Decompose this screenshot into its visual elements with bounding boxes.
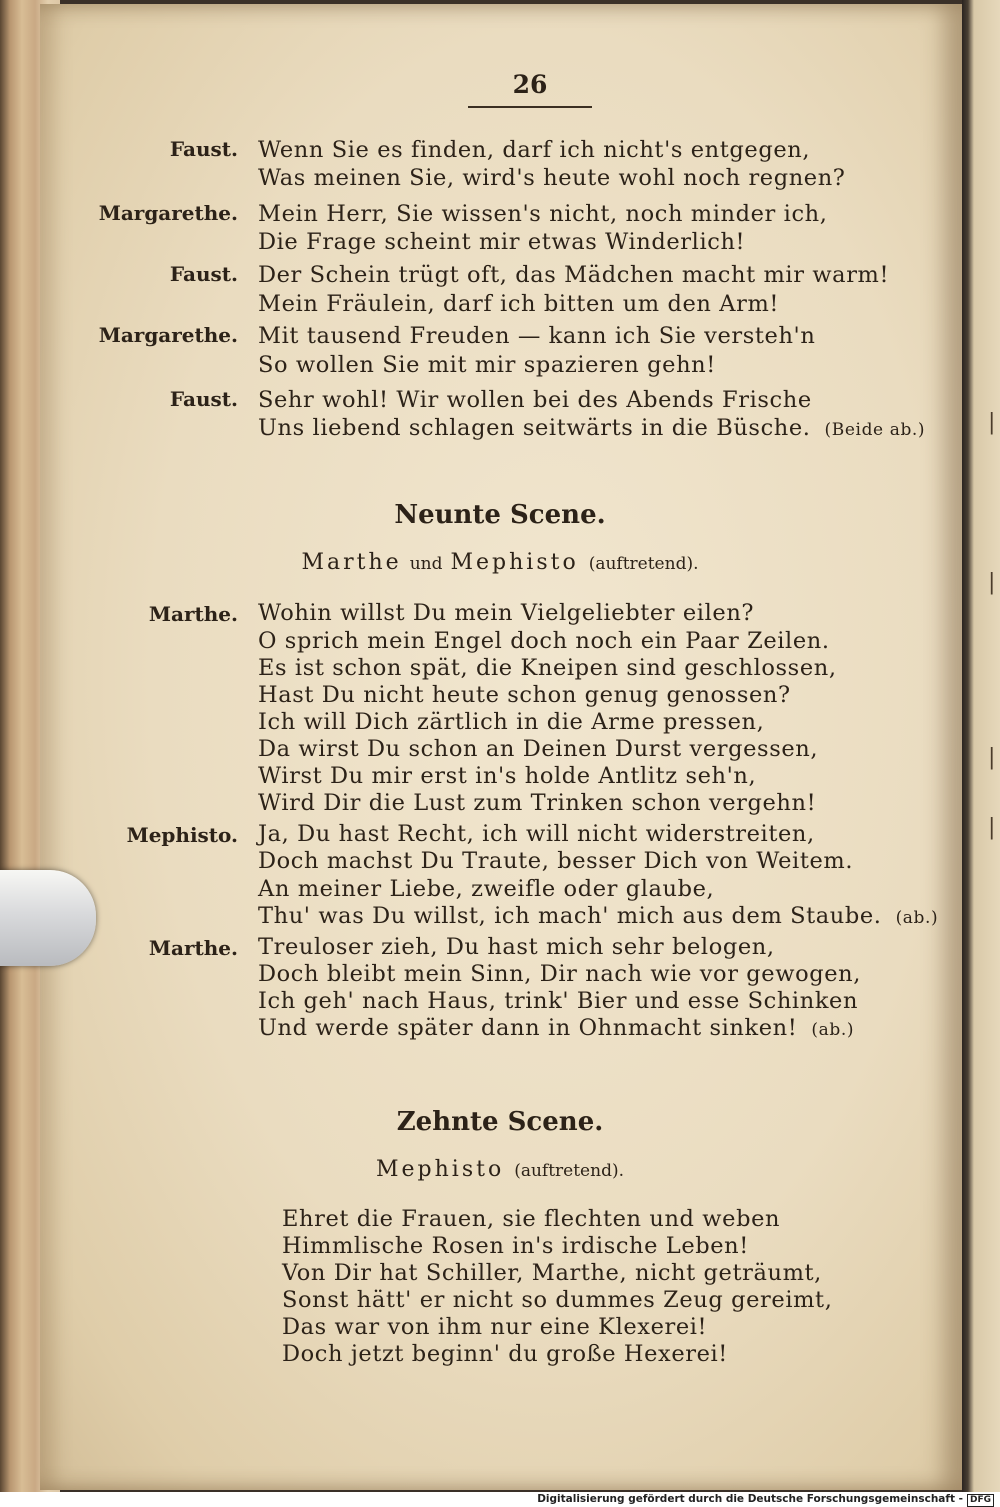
verse-line: Wird Dir die Lust zum Trinken schon vergehn!: [258, 790, 817, 816]
verse-line: So wollen Sie mit mir spazieren gehn!: [258, 352, 716, 378]
verse-line: Mit tausend Freuden — kann ich Sie versteh'n: [258, 323, 816, 349]
cast-name: Mephisto: [375, 1157, 505, 1182]
facing-page-edge: [962, 0, 1000, 1492]
verse-line: Doch bleibt mein Sinn, Dir nach wie vor gewogen,: [258, 961, 861, 987]
verse-text: Und werde später dann in Ohnmacht sinken!: [258, 1015, 798, 1041]
facing-page-glyph: |: [988, 815, 996, 840]
dfg-logo: DFG: [967, 1494, 994, 1507]
verse-line: Sehr wohl! Wir wollen bei des Abends Frische: [258, 387, 812, 413]
stage-direction: (ab.): [811, 1020, 855, 1040]
verse-line: Hast Du nicht heute schon genug genossen?: [258, 682, 791, 708]
speaker-label: Marthe.: [148, 602, 238, 626]
verse-line: Doch machst Du Traute, besser Dich von Weitem.: [258, 848, 854, 874]
stage-direction: (ab.): [895, 908, 939, 928]
verse-line: Mein Herr, Sie wissen's nicht, noch minder ich,: [258, 201, 828, 227]
verse-line: Der Schein trügt oft, das Mädchen macht mir warm!: [258, 262, 890, 288]
facing-page-glyph: |: [988, 745, 996, 770]
stage-direction: (Beide ab.): [824, 420, 926, 440]
song-line: Von Dir hat Schiller, Marthe, nicht geträumt,: [282, 1260, 822, 1286]
song-line: Sonst hätt' er nicht so dummes Zeug gereimt,: [282, 1287, 833, 1313]
speaker-label: Marthe.: [148, 936, 238, 960]
scene-cast: [0, 550, 1000, 575]
verse-line: An meiner Liebe, zweifle oder glaube,: [258, 876, 715, 902]
song-line: Das war von ihm nur eine Klexerei!: [282, 1314, 708, 1340]
verse-line: Wenn Sie es finden, darf ich nicht's entgegen,: [258, 137, 811, 163]
song-line: Himmlische Rosen in's irdische Leben!: [282, 1233, 749, 1259]
verse-line: Ja, Du hast Recht, ich will nicht widerstreiten,: [258, 821, 815, 847]
speaker-label: Margarethe.: [98, 201, 238, 225]
speaker-label: Faust.: [169, 387, 238, 411]
footer-credit: [537, 1492, 994, 1507]
song-line: Doch jetzt beginn' du große Hexerei!: [282, 1341, 728, 1367]
verse-line: [258, 903, 938, 929]
facing-page-glyph: |: [988, 410, 996, 435]
song-line: Ehret die Frauen, sie flechten und weben: [282, 1206, 781, 1232]
verse-line: [258, 415, 925, 441]
verse-line: Wohin willst Du mein Vielgeliebter eilen?: [258, 600, 755, 626]
facing-page-glyph: |: [988, 570, 996, 595]
speaker-label: Faust.: [169, 137, 238, 161]
verse-line: Treuloser zieh, Du hast mich sehr belogen,: [258, 934, 775, 960]
speaker-label: Faust.: [169, 262, 238, 286]
verse-line: Es ist schon spät, die Kneipen sind geschlossen,: [258, 655, 837, 681]
footer-text: Digitalisierung gefördert durch die Deutsche Forschungsgemeinschaft -: [537, 1493, 963, 1505]
cast-note: (auftretend).: [588, 554, 699, 574]
verse-text: Thu' was Du willst, ich mach' mich aus dem Staube.: [258, 903, 882, 929]
verse-line: Die Frage scheint mir etwas Winderlich!: [258, 229, 746, 255]
verse-line: Was meinen Sie, wird's heute wohl noch regnen?: [258, 165, 846, 191]
cast-note: (auftretend).: [514, 1161, 624, 1181]
page-number: 26: [512, 70, 548, 99]
speaker-label: Mephisto.: [126, 823, 238, 847]
verse-line: O sprich mein Engel doch noch ein Paar Zeilen.: [258, 628, 830, 654]
verse-line: Ich geh' nach Haus, trink' Bier und esse Schinken: [258, 988, 859, 1014]
scene-title: Zehnte Scene.: [396, 1107, 604, 1137]
verse-text: Uns liebend schlagen seitwärts in die Büsche.: [258, 415, 811, 441]
scene-title: Neunte Scene.: [394, 500, 606, 530]
verse-line: Ich will Dich zärtlich in die Arme pressen,: [258, 709, 765, 735]
footer-bar: [0, 1492, 1000, 1507]
page-number-rule: [468, 106, 592, 108]
verse-line: [258, 1015, 854, 1041]
speaker-label: Margarethe.: [98, 323, 238, 347]
cast-name: Marthe: [301, 550, 402, 575]
cast-name: Mephisto: [450, 550, 579, 575]
verse-line: Mein Fräulein, darf ich bitten um den Arm!: [258, 291, 780, 317]
verse-line: Da wirst Du schon an Deinen Durst vergessen,: [258, 736, 819, 762]
verse-line: Wirst Du mir erst in's holde Antlitz seh'n,: [258, 763, 757, 789]
scene-cast: [0, 1157, 1000, 1182]
cast-conjunction: und: [409, 554, 443, 574]
